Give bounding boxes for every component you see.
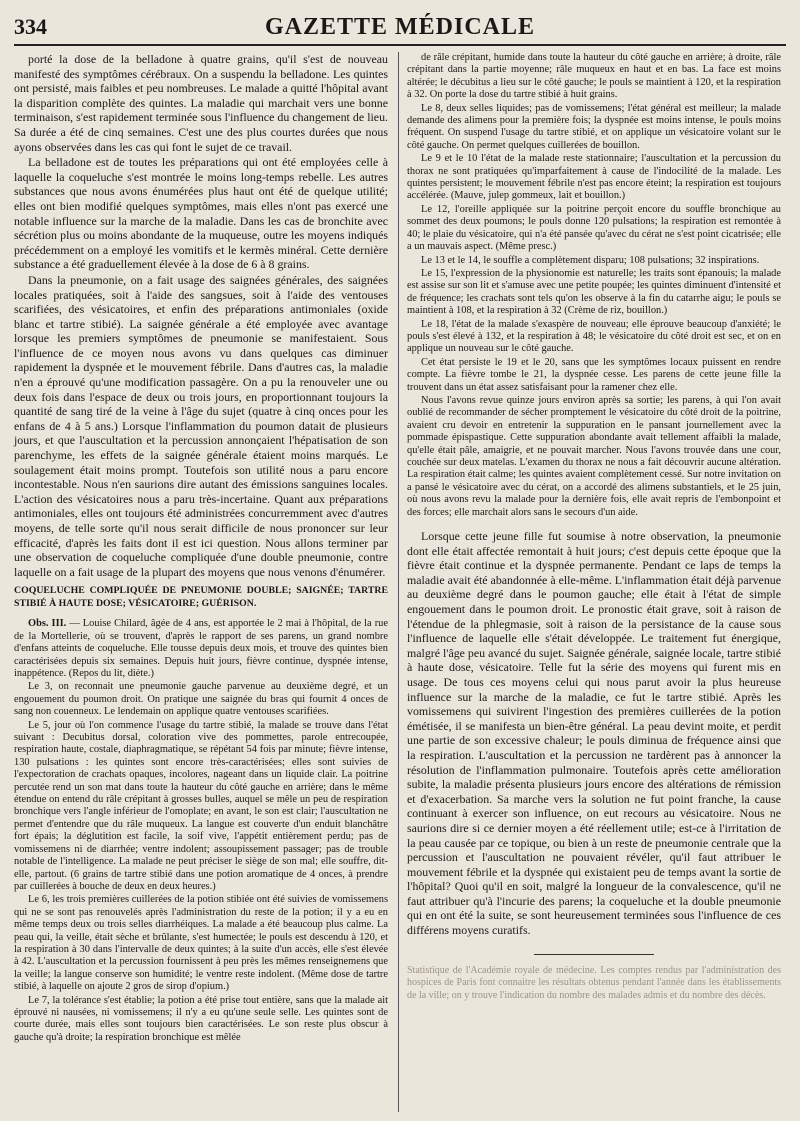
paragraph: Lorsque cette jeune fille fut soumise à notre observation, la pneumonie dont elle était affectée remontait à huit jours; c'est depuis cette époque que la fièvre était continue et la dyspnée permanente. Pendant ce laps de temps la maladie avait été abandonnée à elle-même. L'inflammation était déjà parvenue au deuxième degré dans le poumon gauche; elle était à l'état de simple engouement dans le poumon droit. Le pronostic était grave, soit à raison de l'étendue de la phlegmasie, soit à raison de la persistance de la cause sous l'influence de laquelle elle s'était développée. Le traitement fut énergique, malgré l'âge peu avancé du sujet. Saignée générale, saignée locale, tartre stibié à haute dose, vésicatoire. Telle fut la série des moyens qui furent mis en usage. De tous ces moyens celui qui nous parut avoir la plus heureuse influence sur la marche de la maladie, ce fut le tartre stibié. Après les vomissemens qui suivirent l'ingestion des premières cuillerées de la potion émétisée, il se manifesta un bien-être général. La peau devint moite, et perdit une partie de son excessive chaleur; le pouls diminua de fréquence ainsi que la respiration. L'auscultation et la percussion ne tardèrent pas à annoncer la résolution de l'inflammation pulmonaire. Toutefois après cette amélioration subite, la maladie présenta plusieurs jours encore des altérations de rémission et d'exacerbation. Sa marche vers la solution ne fut point franche, la cause continuant à exercer son influence, on eut recours au vésicatoire. Nous ne saurions dire si ce dernier moyen a été réellement utile; est-ce à l'irritation de la peau causée par ce topique, ou bien à un reste de pneumonie centrale que la percussion et l'auscultation ne pouvaient révéler, qu'il faut attribuer le mouvement fébrile et la dyspnée qui existaient peu de temps avant la sortie de l'hôpital? Quoi qu'il en soit, malgré la longueur de la convalescence, qu'il ne faut attribuer qu'à l'incurie des parens; la coqueluche et la double pneumonie qui en ont été la suite, se sont heureusement terminées sous l'influence de ces différens moyens curatifs. <box>407 529 781 938</box>
paragraph: Le 13 et le 14, le souffle a complètement disparu; 108 pulsations; 32 inspirations. <box>421 254 760 266</box>
paragraph: Le 18, l'état de la malade s'exaspère de nouveau; elle éprouve beaucoup d'anxiété; le pouls s'est élevé à 132, et la respiration à 48; le vésicatoire du côté droit est sec, et on en applique un nouveau sur le côté gauche. <box>407 318 781 355</box>
section-heading: COQUELUCHE COMPLIQUÉE DE PNEUMONIE DOUBLE; SAIGNÉE; TARTRE STIBIÉ À HAUTE DOSE; VÉSICATOIRE; GUÉRISON. <box>14 585 388 609</box>
paragraph: Le 15, l'expression de la physionomie est naturelle; les traits sont épanouis; la malade est assise sur son lit et s'amuse avec une petite poupée; les quintes diminuent d'intensité et de fréquence; les crachats sont tels qu'on les observe à la fin du catarrhe aigu; le pouls se maintient à 108, et la respiration à 32 (Crème de riz, bouillon.) <box>407 267 781 317</box>
paragraph: de râle crépitant, humide dans toute la hauteur du côté gauche en arrière; à droite, râle crépitant dans la partie moyenne; râle muqueux en haut et en bas. La face est moins altérée; le décubitus a lieu sur le côté gauche; le pouls se maintient à 120, et la respiration à 32. On porte la dose du tartre stibié à huit grains. <box>407 52 781 101</box>
paragraph: Le 8, deux selles liquides; pas de vomissemens; l'état général est meilleur; la malade demande des alimens pour la première fois; la dyspnée est moins intense, le pouls moins fréquent. On suspend l'usage du tartre stibié, et on applique un vésicatoire volant sur le côté gauche. On permet quelques cuillerées de bouillon. <box>407 102 781 151</box>
paragraph: porté la dose de la belladone à quatre grains, qu'il s'est de nouveau manifesté des symptômes cérébraux. On a suspendu la belladone. Les quintes ont persisté, mais faibles et peu nombreuses. Le malade a quitté l'hôpital avant la disparition complète des quintes. La maladie qui marchait vers une bonne terminaison, s'est rapidement terminée sous l'influence du changement de lieu. Sa durée a été de cinq semaines. C'est une des plus courtes durées que nous ayons observées dans les cas qui font le sujet de ce travail. <box>14 52 388 154</box>
faded-text: Statistique de l'Académie royale de médecine. Les comptes rendus par l'administration des hospices de Paris font connaitre les résultats obtenus pendant l'année dans les établissements de la ville; on y trouve l'indication du nombre des malades admis et du nombre des décès. <box>407 964 781 1001</box>
paragraph: Le 3, on reconnait une pneumonie gauche parvenue au deuxième degré, et un engouement du poumon droit. On pratique une saignée du bras qui fournit 4 onces de sang non couenneux. Le lendemain on applique quatre ventouses scarifiées. <box>14 681 388 718</box>
paragraph: Le 7, la tolérance s'est établie; la potion a été prise tout entière, sans que la malade ait éprouvé ni nausées, ni vomissemens; il n'y a eu qu'une seule selle. Les quintes sont de courte durée, mais elles sont toujours bien caractérisées. Le son reste plus obscur à gauche qu'à droite; la respiration bronchique est mêlée <box>14 994 388 1043</box>
column-divider <box>398 52 399 1112</box>
observation-text: — Louise Chilard, âgée de 4 ans, est apportée le 2 mai à l'hôpital, de la rue de la Mortellerie, où se trouvent, d'après le rapport de ses parens, un grand nombre d'enfans atteints de coqueluche. Elle tousse depuis deux mois, et trouve des quintes bien caractérisées depuis six semaines. Depuis huit jours, fièvre continue, dyspnée intense, inappétence. (Repos du lit, diète.) <box>14 618 388 679</box>
paragraph: Le 6, les trois premières cuillerées de la potion stibiée ont été suivies de vomissemens qui ne se sont pas renouvelés après l'administration du reste de la potion; il y a eu en même temps deux ou trois selles diarrhéiques. La malade a été beaucoup plus calme. La peau qui, la veille, était sèche et brûlante, s'est humectée; le pouls est descendu à 120, et la respiration à 30 dans l'intervalle de deux quintes; à la suite d'un accès, elle s'est élevée à 42. L'auscultation et la percussion fournissent à peu près les mêmes renseignemens que la veille; la langue conserve son humidité; le ventre reste indolent. (Même dose de tartre stibié, à laquelle on ajoute 2 gros de sirop d'opium.) <box>14 894 388 993</box>
paragraph: Le 9 et le 10 l'état de la malade reste stationnaire; l'auscultation et la percussion du thorax ne sont pratiquées qu'imparfaitement à cause de l'indocilité de la malade. Les quintes persistent; le mouvement fébrile n'est pas encore éteint; la respiration est toujours accélérée. (Mauve, julep gommeux, lait et bouillon.) <box>407 153 781 202</box>
paragraph: Cet état persiste le 19 et le 20, sans que les symptômes locaux puissent en rendre compte. La fièvre tombe le 21, la dyspnée cesse. Les parens de cette jeune fille la trouvent dans un état assez satisfaisant pour la ramener chez elle. <box>407 356 781 393</box>
page-number: 334 <box>14 14 47 39</box>
right-column <box>407 52 781 1002</box>
paragraph: Le 12, l'oreille appliquée sur la poitrine perçoit encore du souffle bronchique au sommet des deux poumons; le pouls donne 120 pulsations; la respiration est remontée à 40; le plaie du vésicatoire, qui n'a été pansée qu'avec du cérat ne s'est point cicatrisée; elle a un mauvais aspect. (Même presc.) <box>407 203 781 253</box>
page-header <box>14 14 786 46</box>
paragraph: La belladone est de toutes les préparations qui ont été employées celle à laquelle la coqueluche s'est montrée le moins long-temps rebelle. Les autres substances que nous avons énumérées plus haut ont été de quelque utilité; elles ont bien modifié quelques symptômes, mais elles n'ont pas exercé une notable influence sur la marche de la maladie. Dans les cas de bronchite avec sécrétion plus ou moins abondante de la muqueuse, outre les moyens indiqués précédemment on a employé les vomitifs et le kermès minéral. Cette dernière substance a été graduellement élevée à la dose de 6 à 8 grains. <box>14 155 388 272</box>
section-divider <box>534 954 654 955</box>
paragraph: Le 5, jour où l'on commence l'usage du tartre stibié, la malade se trouve dans l'état suivant : Decubitus dorsal, coloration vive des pommettes, parole entrecoupée, respiration haute, costale, diaphragmatique, se répétant 54 fois par minute; fièvre intense, 130 pulsations : les quintes sont encore très-caractérisées; elles sont suivies de l'expectoration de crachats opaques, incolores, nageant dans un liquide clair. La poitrine percutée rend un son mat dans toute la hauteur du côté gauche en arrière; dans le même étendue on entend du râle crépitant à grosses bulles, auquel se mêle un peu de respiration bronchique vers l'angle inférieur de l'omoplate; en avant, le son est clair; l'auscultation ne permet d'entendre que du râle muqueux. La langue est couverte d'un enduit blanchâtre fort épais; la déglutition est facile, la soif vive, l'appétit entièrement perdu; pas de vomissemens ni de diarrhée; ventre indolent; assoupissement passager; pas de trouble notable de l'intelligence. La malade ne peut préciser le siège de son mal; elle souffre, dit-elle, partout. (6 grains de tartre stibié dans une potion aromatique de 4 onces, à prendre par cuillerées à bouche de deux en deux heures.) <box>14 719 388 892</box>
paragraph: Nous l'avons revue quinze jours environ après sa sortie; les parens, à qui l'on avait oublié de recommander de sécher promptement le vésicatoire du côté droit de la poitrine, avaient cru devoir en entretenir la suppuration en le pansant journellement avec la pommade épispastique. Cette suppuration abondante avait tellement affaibli la malade, qu'elle était pâle, amaigrie, et ne pouvait marcher. Nous l'avons trouvée dans une cour, couchée sur deux matelas. L'examen du thorax ne nous a fait découvrir aucune altération. La respiration était calme; les quintes avaient complètement cessé. Sur notre invitation on a pansé le vésicatoire avec du cérat, on a accordé des alimens substantiels, et le 25 juin, où nous avons revu la malade pour la dernière fois, elle avait repris de l'embonpoint et des forces; elle marchait alors sans le secours d'un aide. <box>407 394 781 518</box>
journal-title: GAZETTE MÉDICALE <box>264 14 536 40</box>
observation-label: Obs. III. <box>28 618 67 630</box>
left-column <box>14 52 388 1045</box>
paragraph: Dans la pneumonie, on a fait usage des saignées générales, des saignées locales pratiquées, soit à l'aide des sangsues, soit à l'aide des ventouses scarifiées, des vésicatoires, et enfin des préparations antimoniales (oxide blanc et tartre stibié). La saignée générale a été employée avec avantage lorsque les premiers symptômes de pneumonie se manifestaient. Sous l'influence de ce moyen nous avons vu dans quelques cas diminuer rapidement la dyspnée et le mouvement fébrile. Dans d'autres cas, la maladie n'en a éprouvé qu'une modification passagère. On a pu la renouveler une ou deux fois dans l'espace de deux ou trois jours, en proportionnant toujours la quantité de sang tiré de la veine à l'âge du sujet (quatre à cinq onces pour les enfans de 4 à 5 ans.) Lorsque l'inflammation du poumon datait de plusieurs jours, et que l'auscultation et la percussion annonçaient l'hépatisation de son parenchyme, les effets de la saignée générale étaient moins marqués. Le soulagement était moins prompt. Toutefois son utilité nous a paru encore incontestable. Nous n'en saurions dire autant des émissions sanguines locales. L'action des vésicatoires nous a paru très-incertaine. Quant aux préparations antimoniales, elles ont toujours été administrées concurremment avec d'autres moyens, de telle sorte qu'il nous serait difficile de nous prononcer sur leur efficacité, d'après les faits dont il est ici question. Nous allons terminer par une observation de coqueluche compliquée d'une double pneumonie, contre laquelle on a fait usage de la plupart des moyens que nous venons d'énumérer. <box>14 272 388 579</box>
observation-intro <box>14 618 388 680</box>
